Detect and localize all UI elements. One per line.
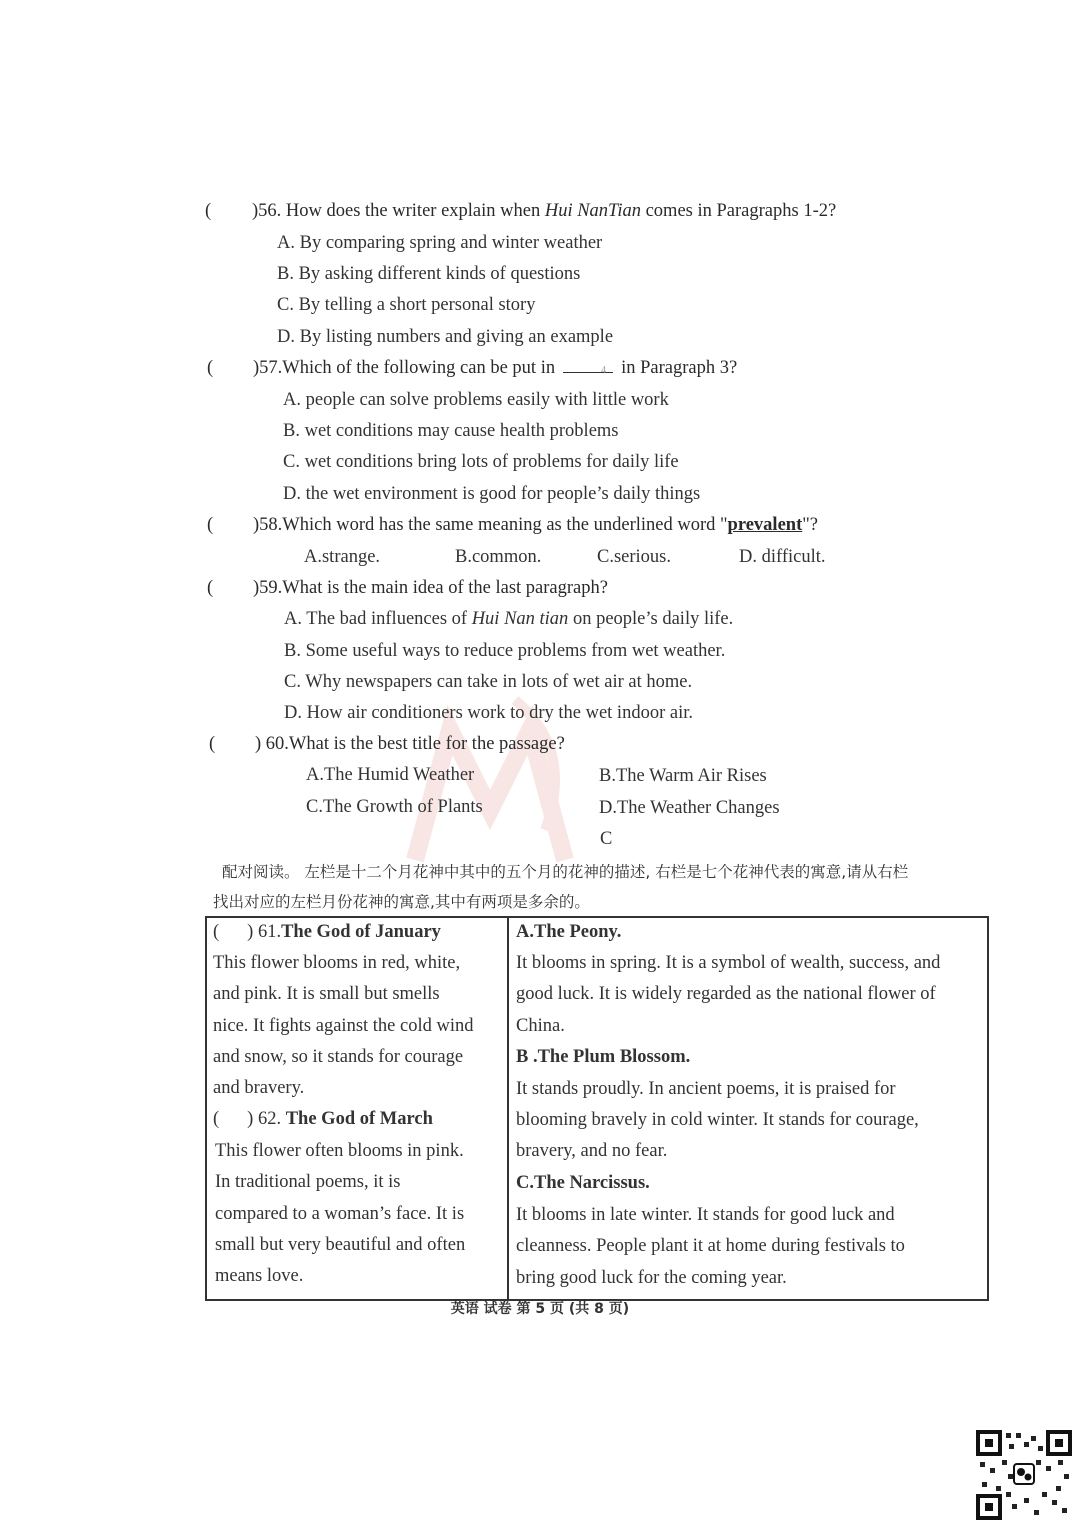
question-56-text-end: comes in Paragraphs 1-2?: [640, 201, 837, 221]
q57-option-a: A. people can solve problems easily with little work: [283, 390, 669, 410]
q62-line: compared to a woman’s face. It is: [215, 1204, 465, 1224]
option-a-title: A.The Peony.: [516, 922, 622, 942]
answer-paren: (: [205, 201, 212, 221]
q59-option-c: C. Why newspapers can take in lots of wet air at home.: [284, 672, 693, 692]
q58-option-b: B.common.: [455, 547, 542, 567]
q61-line: This flower blooms in red, white,: [213, 953, 461, 973]
q56-option-c: C. By telling a short personal story: [277, 295, 536, 315]
q60-option-d: D.The Weather Changes: [599, 798, 780, 818]
q58-option-d: D. difficult.: [739, 547, 826, 567]
q56-option-b: B. By asking different kinds of questions: [277, 264, 581, 284]
question-56: [205, 201, 837, 222]
q62-heading: ( ) 62. The God of March: [213, 1109, 433, 1129]
q62-line: small but very beautiful and often: [215, 1235, 466, 1255]
option-c-title: C.The Narcissus.: [516, 1173, 650, 1193]
option-b-line: blooming bravely in cold winter. It stands for courage,: [516, 1110, 919, 1130]
q61-line: and pink. It is small but smells: [213, 984, 440, 1004]
table-divider: [507, 918, 509, 1299]
question-59: [207, 578, 608, 599]
question-59-text: )59.What is the main idea of the last paragraph?: [253, 578, 608, 598]
matching-intro-line-1: 配对阅读。 左栏是十二个月花神中其中的五个月的花神的描述, 右栏是七个花神代表的寓意,请从右栏: [222, 863, 909, 881]
question-58-text: )58.Which word has the same meaning as the underlined word ": [253, 515, 728, 535]
option-c-line: It blooms in late winter. It stands for good luck and: [516, 1205, 895, 1225]
option-b-line: bravery, and no fear.: [516, 1141, 668, 1161]
qr-code-icon[interactable]: [976, 1430, 1072, 1520]
page-footer: 英语 试卷 第 5 页 (共 8 页): [450, 1301, 630, 1317]
question-57-text: )57.Which of the following can be put in: [253, 358, 556, 378]
q61-line: and bravery.: [213, 1078, 305, 1098]
q60-option-b: B.The Warm Air Rises: [599, 766, 767, 786]
q57-option-d: D. the wet environment is good for people’s daily things: [283, 484, 701, 504]
q60-option-a: A.The Humid Weather: [306, 765, 475, 785]
option-b-title: B .The Plum Blossom.: [516, 1047, 691, 1067]
question-60: [209, 734, 565, 755]
blank-line: 4: [563, 358, 613, 373]
question-58: [207, 515, 818, 536]
q60-option-c: C.The Growth of Plants: [306, 797, 483, 817]
q56-option-d: D. By listing numbers and giving an example: [277, 327, 614, 347]
answer-paren: (: [207, 515, 214, 535]
q56-option-a: A. By comparing spring and winter weather: [277, 233, 603, 253]
question-56-italic: Hui NanTian: [544, 201, 641, 221]
q59-option-d: D. How air conditioners work to dry the wet indoor air.: [284, 703, 693, 723]
question-57-text-end: in Paragraph 3?: [621, 358, 738, 378]
q61-line: nice. It fights against the cold wind: [213, 1016, 474, 1036]
q62-line: means love.: [215, 1266, 304, 1286]
matching-intro-line-2: 找出对应的左栏月份花神的寓意,其中有两项是多余的。: [213, 893, 590, 911]
q61-heading: ( ) 61.The God of January: [213, 922, 441, 942]
q57-option-b: B. wet conditions may cause health problems: [283, 421, 619, 441]
answer-paren: (: [207, 578, 214, 598]
q61-line: and snow, so it stands for courage: [213, 1047, 464, 1067]
q62-line: This flower often blooms in pink.: [215, 1141, 464, 1161]
option-b-line: It stands proudly. In ancient poems, it is praised for: [516, 1079, 896, 1099]
question-56-text: )56. How does the writer explain when: [252, 201, 545, 221]
q57-option-c: C. wet conditions bring lots of problems for daily life: [283, 452, 679, 472]
option-c-line: cleanness. People plant it at home during festivals to: [516, 1236, 905, 1256]
q58-option-a: A.strange.: [304, 547, 381, 567]
answer-paren: (: [207, 358, 214, 378]
q62-line: In traditional poems, it is: [215, 1172, 401, 1192]
question-57: [207, 358, 738, 379]
q59-option-b: B. Some useful ways to reduce problems from wet weather.: [284, 641, 726, 661]
q59-option-a: A. The bad influences of Hui Nan tian on people’s daily life.: [284, 609, 734, 629]
underlined-word: prevalent: [727, 515, 803, 535]
option-a-line: It blooms in spring. It is a symbol of wealth, success, and: [516, 953, 941, 973]
handwritten-answer: C: [600, 829, 613, 849]
option-a-line: China.: [516, 1016, 565, 1036]
option-a-line: good luck. It is widely regarded as the national flower of: [516, 984, 936, 1004]
option-c-line: bring good luck for the coming year.: [516, 1268, 787, 1288]
question-58-text-end: "?: [802, 515, 818, 535]
answer-paren: (: [209, 734, 216, 754]
question-60-text: ) 60.What is the best title for the passage?: [255, 734, 565, 754]
q58-option-c: C.serious.: [597, 547, 671, 567]
